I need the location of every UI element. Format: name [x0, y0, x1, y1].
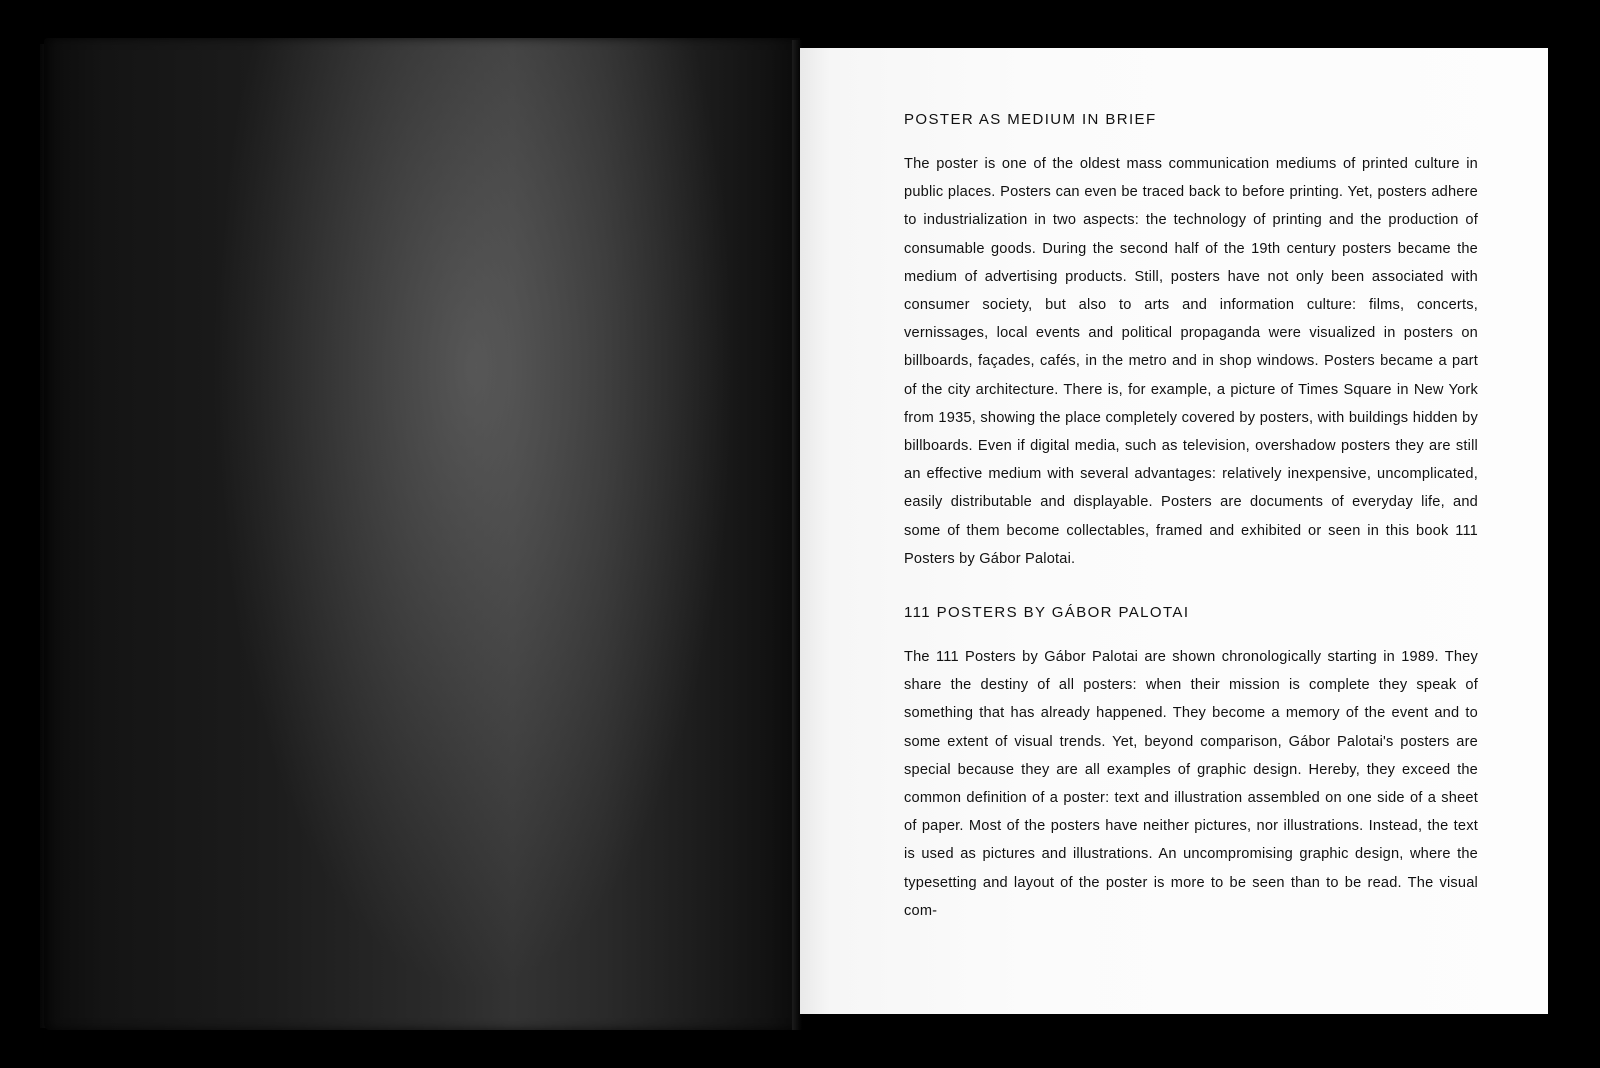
- right-page: [800, 48, 1548, 1014]
- section-heading-111-posters: 111 POSTERS BY GÁBOR PALOTAI: [904, 604, 1190, 622]
- section-heading-poster-medium: POSTER AS MEDIUM IN BRIEF: [904, 111, 1157, 128]
- text-column: [904, 110, 1478, 925]
- section-body-poster-medium: The poster is one of the oldest mass communication mediums of printed culture in public places. Posters can even be traced back to before printing. Yet, posters adhere to industrialization in two aspects: the technology of printing and the production of consumable goods. During the second half of the 19th century posters became the medium of advertising products. Still, posters have not only been associated with consumer society, but also to arts and information culture: films, concerts, vernissages, local events and political propaganda were visualized in posters on billboards, façades, cafés, in the metro and in shop windows. Posters became a part of the city architecture. There is, for example, a picture of Times Square in New York from 1935, showing the place completely covered by posters, with buildings hidden by billboards. Even if digital media, such as television, overshadow posters they are still an effective medium with several advantages: relatively inexpensive, uncomplicated, easily distributable and displayable. Posters are documents of everyday life, and some of them become collectables, framed and exhibited or seen in this book 111 Posters by Gábor Palotai.: [904, 156, 1478, 567]
- left-page-black: [44, 38, 800, 1030]
- section-body-111-posters: The 111 Posters by Gábor Palotai are shown chronologically starting in 1989. They share the destiny of all posters: when their mission is complete they speak of something that has already happened. They become a memory of the event and to some extent of visual trends. Yet, beyond comparison, Gábor Palotai's posters are special because they are all examples of graphic design. Hereby, they exceed the common definition of a poster: text and illustration assembled on one side of a sheet of paper. Most of the posters have neither pictures, nor illustrations. Instead, the text is used as pictures and illustrations. An uncompromising graphic design, where the typesetting and layout of the poster is more to be seen than to be read. The visual com-: [904, 649, 1478, 919]
